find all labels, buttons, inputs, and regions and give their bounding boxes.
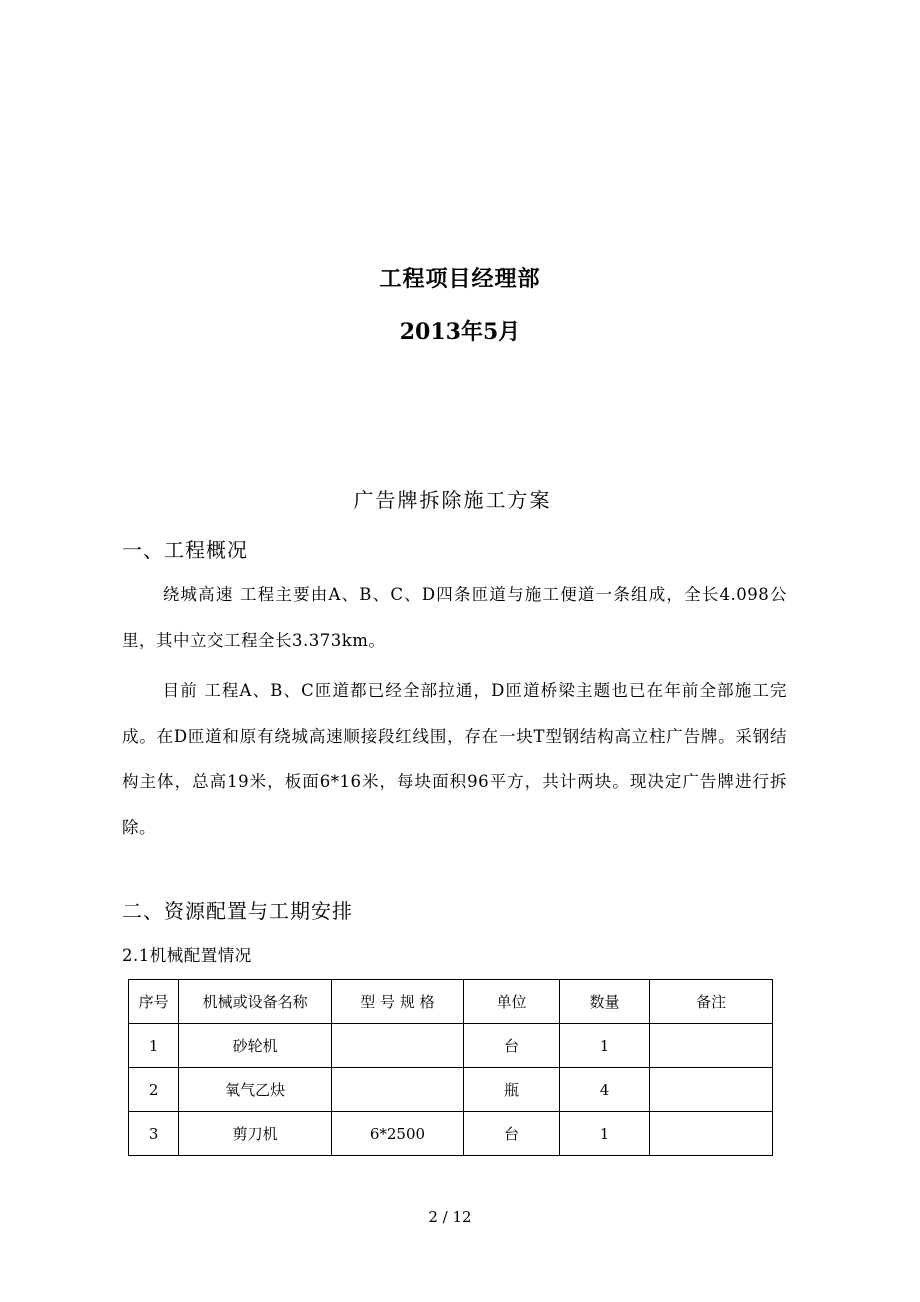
table-header-row [129,980,773,1024]
table-cell: 2 [129,1068,179,1112]
table-cell [331,1024,463,1068]
table-cell [650,1112,773,1156]
page-indicator: 2 / 12 [428,1208,472,1226]
table-header-cell: 型 号 规 格 [331,980,463,1024]
table-header-cell: 备注 [650,980,773,1024]
overview-paragraph-2-text: 目前 工程A、B、C匝道都已经全部拉通，D匝道桥梁主题也已在年前全部施工完成。在D匝道和原有绕城高速顺接段红线围，存在一块T型钢结构高立柱广告牌。采钢结构主体，总高19米，板面6*16米，每块面积96平方，共计两块。现决定广告牌进行拆除。 [122,681,787,837]
table-cell: 瓶 [464,1068,560,1112]
cover-date: 2013年5月 [399,319,521,345]
table-header-cell: 机械或设备名称 [179,980,332,1024]
overview-paragraph-1 [122,572,787,663]
table-cell: 1 [559,1112,649,1156]
table-header-cell: 单位 [464,980,560,1024]
machinery-table [128,979,773,1156]
table-cell [650,1068,773,1112]
subsection-heading-machinery: 2.1机械配置情况 [122,946,252,965]
section-heading-resources: 二、资源配置与工期安排 [122,899,353,923]
table-cell: 剪刀机 [179,1112,332,1156]
organization-name: 工程项目经理部 [379,266,541,292]
table-cell [331,1068,463,1112]
table-cell: 3 [129,1112,179,1156]
table-row [129,1024,773,1068]
overview-paragraph-2 [122,668,787,850]
section-heading-overview: 一、工程概况 [122,538,248,562]
table-cell: 台 [464,1024,560,1068]
table-cell: 台 [464,1112,560,1156]
document-title: 广告牌拆除施工方案 [353,488,552,512]
table-cell: 砂轮机 [179,1024,332,1068]
table-cell [650,1024,773,1068]
table-header-cell: 序号 [129,980,179,1024]
table-cell: 4 [559,1068,649,1112]
table-row [129,1068,773,1112]
overview-paragraph-1-text: 绕城高速 工程主要由A、B、C、D四条匝道与施工便道一条组成，全长4.098公里，其中立交工程全长3.373km。 [122,585,787,650]
table-cell: 1 [129,1024,179,1068]
table-row [129,1112,773,1156]
table-cell: 氧气乙炔 [179,1068,332,1112]
table-cell: 1 [559,1024,649,1068]
table-header-cell: 数量 [559,980,649,1024]
table-cell: 6*2500 [331,1112,463,1156]
